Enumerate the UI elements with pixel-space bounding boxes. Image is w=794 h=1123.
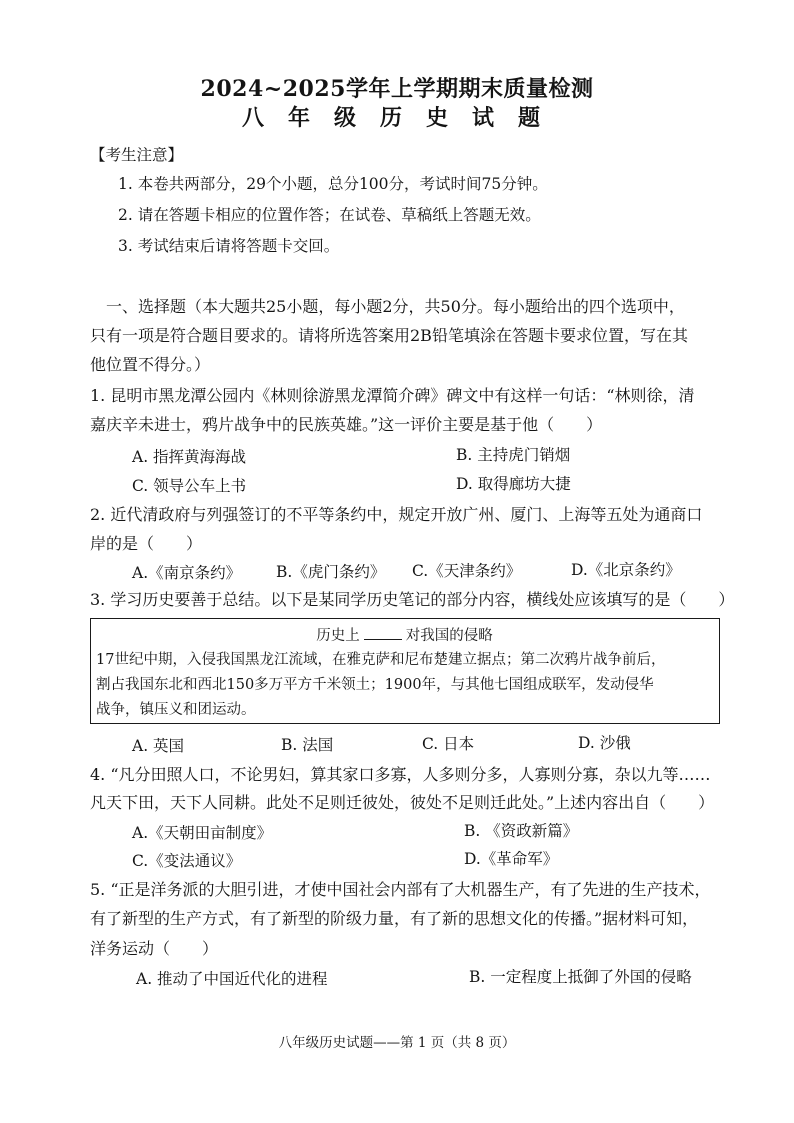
question-1-stem: 1. 昆明市黑龙潭公园内《林则徐游黑龙潭简介碑》碑文中有这样一句话：“林则徐，清 (90, 386, 695, 405)
question-5-stem: 有了新型的生产方式，有了新型的阶级力量，有了新的思想文化的传播。”据材料可知， (90, 909, 699, 928)
option-b: B. 主持虎门销烟 (456, 446, 571, 464)
option-a: A. 英国 (132, 737, 185, 755)
notice-item: 3. 考试结束后请将答题卡交回。 (118, 237, 340, 255)
option-d: D. 取得廊坊大捷 (456, 475, 571, 493)
exam-title: 2024~2025学年上学期期末质量检测 (200, 76, 594, 102)
note-line: 战争，镇压义和团运动。 (96, 702, 256, 718)
section-instruction: 只有一项是符合题目要求的。请将所选答案用2B铅笔填涂在答题卡要求位置，写在其 (90, 326, 688, 345)
page-footer: 八年级历史试题——第 1 页（共 8 页） (278, 1035, 516, 1051)
option-c: C.《变法通议》 (132, 852, 242, 870)
note-title (91, 624, 718, 645)
option-d: D.《革命军》 (464, 850, 559, 868)
note-title-suffix: 对我国的侵略 (405, 628, 493, 644)
fill-blank (364, 627, 402, 640)
section-instruction: 他位置不得分。） (90, 355, 211, 374)
option-b: B.《虎门条约》 (276, 563, 386, 581)
exam-subtitle: 八年级历史试题 (241, 105, 564, 131)
option-a: A. 指挥黄海海战 (132, 448, 247, 466)
notice-item: 2. 请在答题卡相应的位置作答；在试卷、草稿纸上答题无效。 (118, 206, 541, 224)
option-a: A.《天朝田亩制度》 (132, 824, 273, 842)
option-b: B. 法国 (281, 736, 334, 754)
question-4-stem: 4. “凡分田照人口，不论男妇，算其家口多寡，人多则分多，人寡则分寡，杂以九等…… (90, 765, 711, 784)
section-heading: 一、选择题（本大题共25小题，每小题2分，共50分。每小题给出的四个选项中， (106, 297, 685, 316)
question-5-stem: 5. “正是洋务派的大胆引进，才使中国社会内部有了大机器生产，有了先进的生产技术， (90, 880, 711, 899)
notice-item: 1. 本卷共两部分，29个小题，总分100分，考试时间75分钟。 (118, 175, 548, 193)
option-a: A. 推动了中国近代化的进程 (136, 970, 328, 988)
option-c: C. 领导公车上书 (132, 477, 247, 495)
option-c: C. 日本 (422, 735, 475, 753)
question-1-stem: 嘉庆辛未进士，鸦片战争中的民族英雄。”这一评价主要是基于他（ ） (90, 415, 603, 434)
note-line: 17世纪中期，入侵我国黑龙江流域，在雅克萨和尼布楚建立据点；第二次鸦片战争前后， (96, 652, 666, 668)
question-2-stem: 岸的是（ ） (90, 534, 203, 553)
option-a: A.《南京条约》 (132, 564, 242, 582)
option-b: B. 《资政新篇》 (464, 822, 579, 840)
question-2-stem: 2. 近代清政府与列强签订的不平等条约中，规定开放广州、厦门、上海等五处为通商口 (90, 505, 703, 524)
option-b: B. 一定程度上抵御了外国的侵略 (469, 968, 692, 986)
question-4-stem: 凡天下田，天下人同耕。此处不足则迁彼处，彼处不足则迁此处。”上述内容出自（ ） (90, 793, 715, 812)
note-line: 割占我国东北和西北150多万平方千米领土；1900年，与其他七国组成联军，发动侵华 (96, 677, 654, 693)
option-d: D. 沙俄 (578, 734, 631, 752)
note-title-prefix: 历史上 (316, 628, 360, 644)
question-5-stem: 洋务运动（ ） (90, 939, 219, 958)
option-d: D.《北京条约》 (571, 561, 681, 579)
notice-heading: 【考生注意】 (90, 146, 184, 164)
history-note-box (90, 618, 720, 724)
option-c: C.《天津条约》 (412, 562, 522, 580)
question-3-stem: 3. 学习历史要善于总结。以下是某同学历史笔记的部分内容，横线处应该填写的是（ ） (90, 590, 735, 609)
